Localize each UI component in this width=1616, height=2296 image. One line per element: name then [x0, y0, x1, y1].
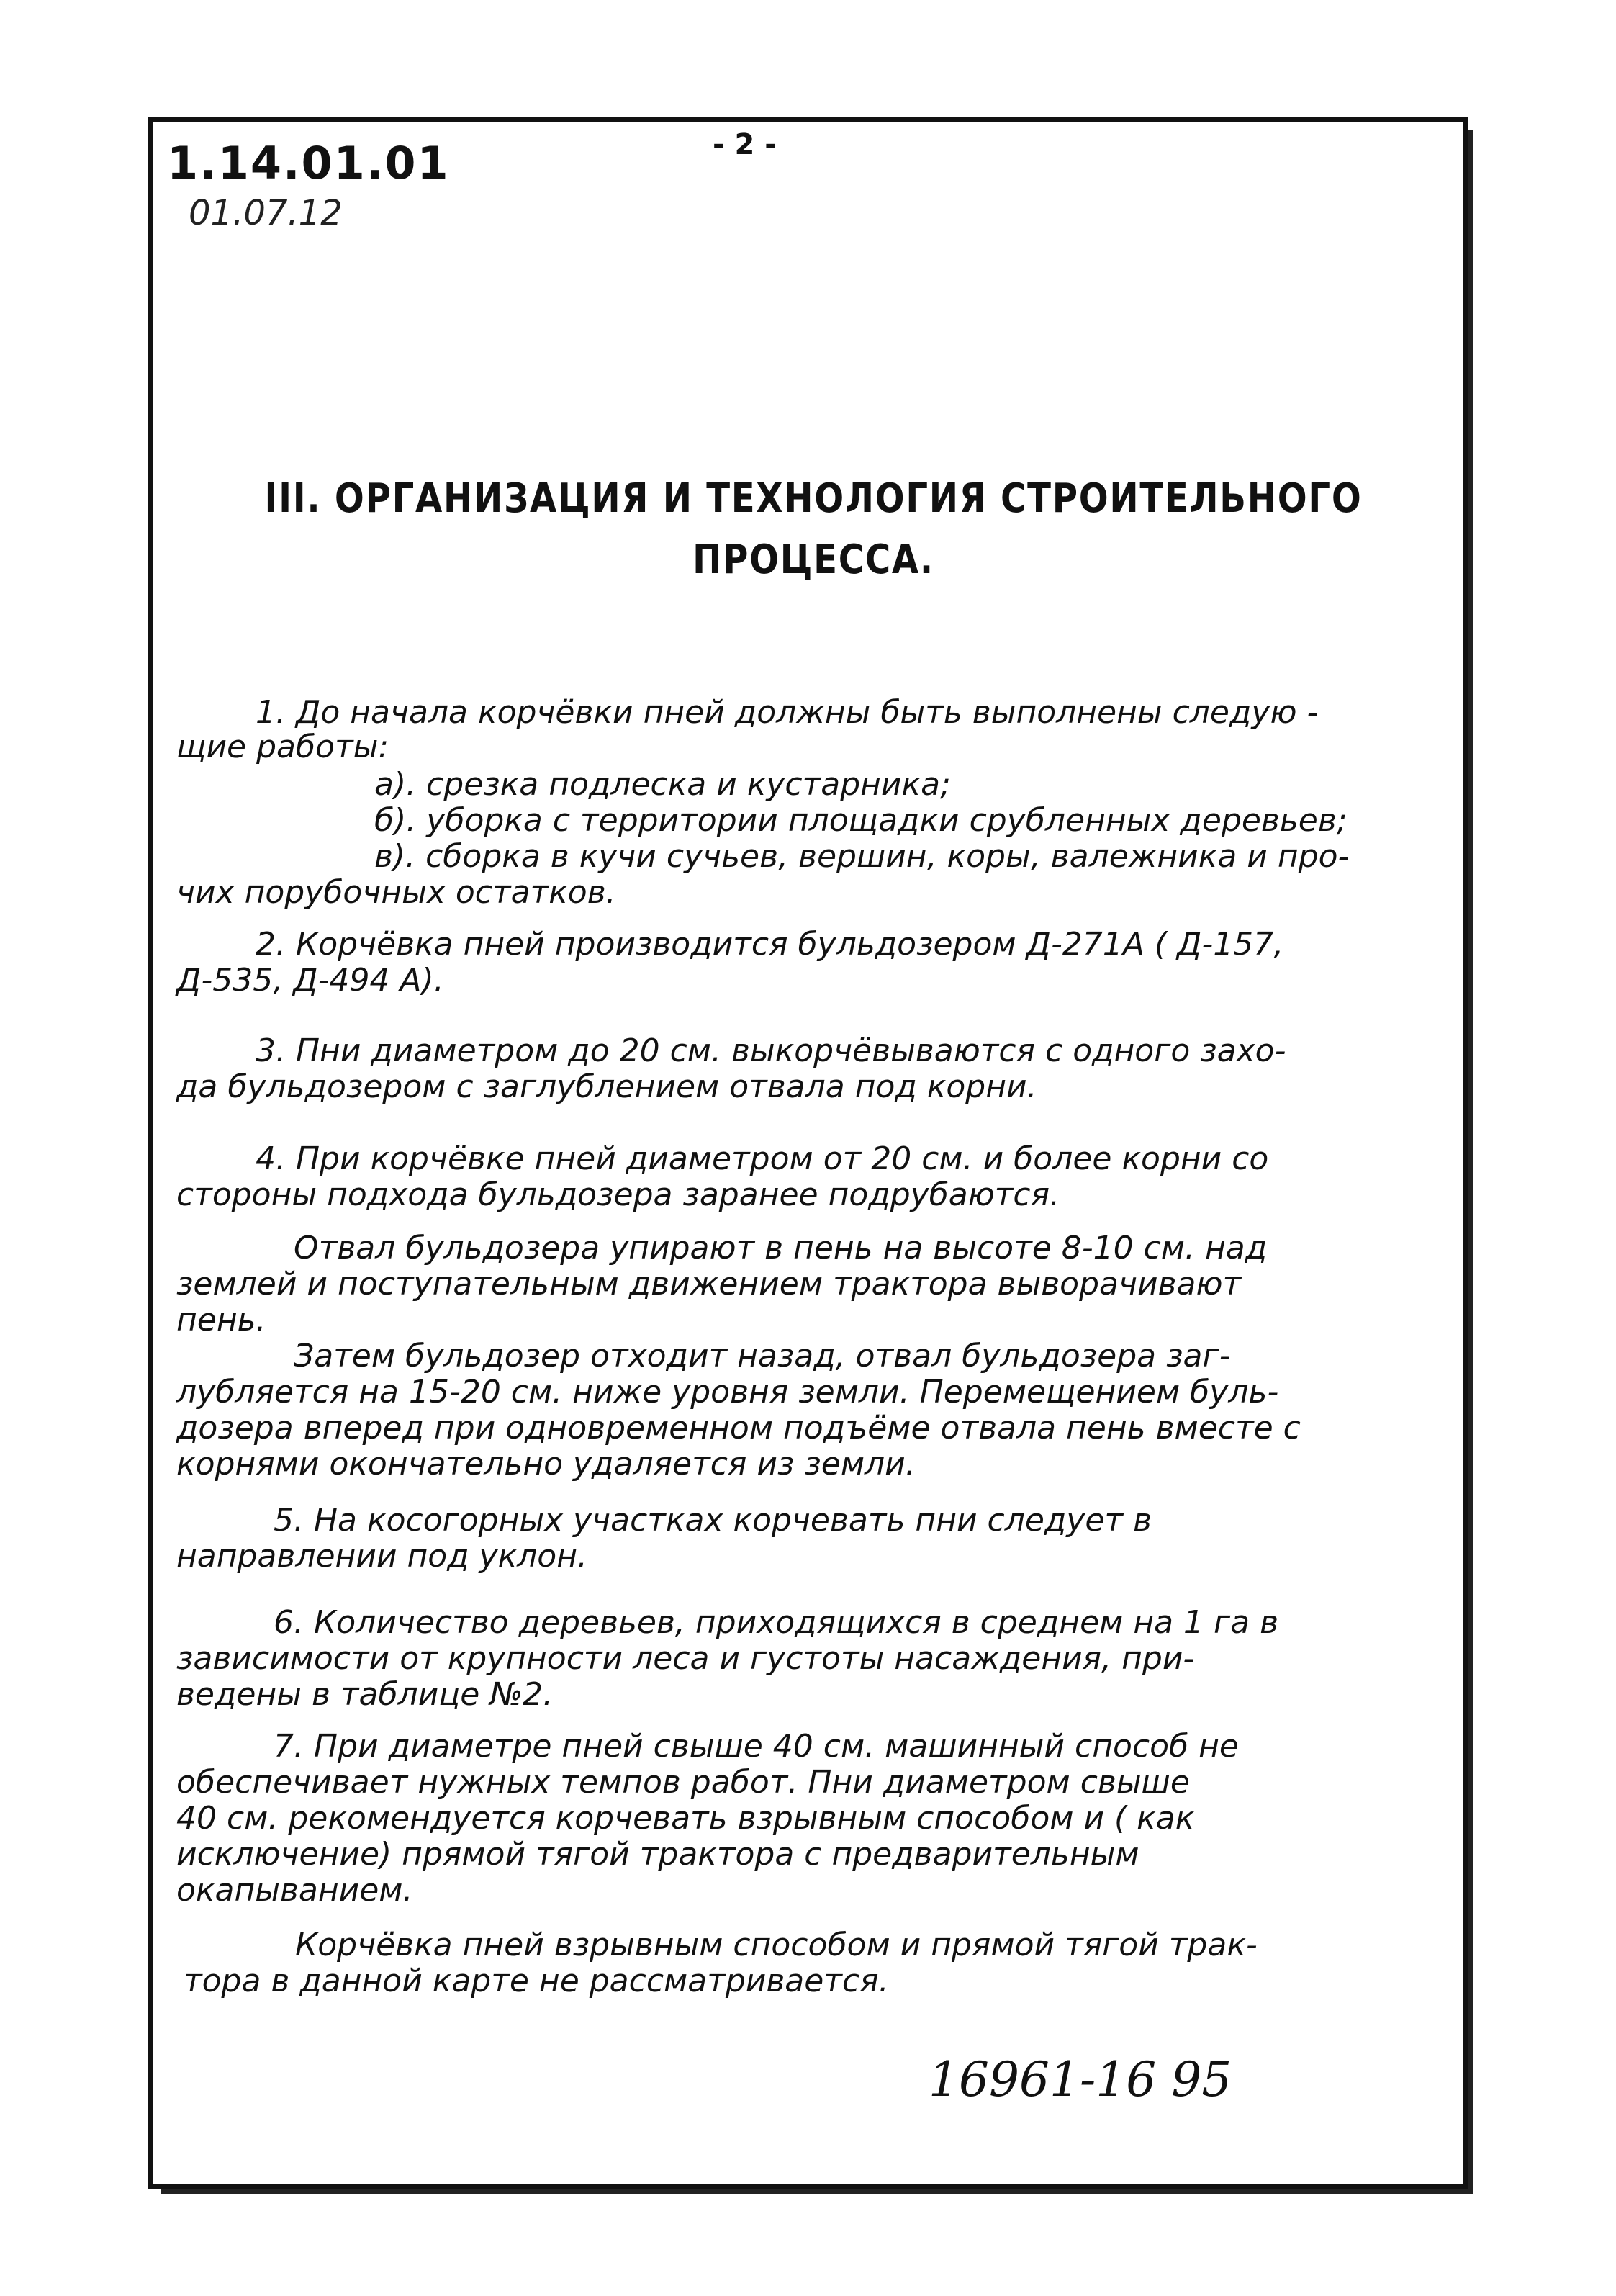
document-code: 1.14.01.01 [167, 137, 450, 189]
body-line: 4. При корчёвке пней диаметром от 20 см. и более корни со [256, 1140, 1269, 1177]
page-frame-shadow-bottom [161, 2189, 1473, 2194]
body-line: землей и поступательным движением трактора выворачивают [176, 1266, 1242, 1302]
body-line: окапыванием. [176, 1872, 413, 1909]
body-line: 3. Пни диаметром до 20 см. выкорчёвываются с одного захо- [256, 1032, 1286, 1069]
body-line: 40 см. рекомендуется корчевать взрывным способом и ( как [176, 1800, 1195, 1837]
document-date: 01.07.12 [189, 193, 343, 233]
body-line: 2. Корчёвка пней производится бульдозером Д-271А ( Д-157, [256, 926, 1284, 963]
body-line: а). срезка подлеска и кустарника; [374, 766, 951, 803]
body-line: 6. Количество деревьев, приходящихся в среднем на 1 га в [274, 1604, 1279, 1641]
body-line: дозера вперед при одновременном подъёме отвала пень вместе с [176, 1410, 1301, 1446]
body-line: щие работы: [176, 729, 389, 765]
body-line: лубляется на 15-20 см. ниже уровня земли. Перемещением буль- [176, 1374, 1279, 1410]
body-line: корнями окончательно удаляется из земли. [176, 1446, 916, 1482]
body-line: направлении под уклон. [176, 1538, 587, 1575]
section-title-continued: ПРОЦЕССА. [692, 536, 934, 583]
body-line: тора в данной карте не рассматривается. [184, 1963, 889, 1999]
body-line: 7. При диаметре пней свыше 40 см. машинный способ не [274, 1728, 1239, 1765]
body-line: исключение) прямой тягой трактора с предварительным [176, 1836, 1139, 1873]
body-line: Корчёвка пней взрывным способом и прямой тягой трак- [295, 1927, 1258, 1963]
page-frame-shadow [1468, 130, 1473, 2194]
body-line: ведены в таблице №2. [176, 1676, 554, 1713]
body-line: 5. На косогорных участках корчевать пни следует в [274, 1502, 1152, 1539]
page-number: - 2 - [713, 128, 777, 161]
body-line: Д-535, Д-494 А). [176, 962, 444, 999]
archive-stamp: 16961-16 95 [929, 2052, 1232, 2107]
body-line: б). уборка с территории площадки срубленных деревьев; [374, 802, 1348, 839]
body-line: зависимости от крупности леса и густоты насаждения, при- [176, 1640, 1195, 1677]
body-line: да бульдозером с заглублением отвала под корни. [176, 1068, 1037, 1105]
body-line: 1. До начала корчёвки пней должны быть выполнены следую - [256, 694, 1319, 731]
body-line: Затем бульдозер отходит назад, отвал бульдозера заг- [294, 1338, 1231, 1374]
body-line: стороны подхода бульдозера заранее подрубаются. [176, 1176, 1060, 1213]
body-line: Отвал бульдозера упирают в пень на высоте 8-10 см. над [294, 1230, 1268, 1266]
body-line: пень. [176, 1302, 266, 1338]
body-line: в). сборка в кучи сучьев, вершин, коры, валежника и про- [374, 838, 1350, 875]
body-line: обеспечивает нужных темпов работ. Пни диаметром свыше [176, 1764, 1190, 1801]
section-title: III. ОРГАНИЗАЦИЯ И ТЕХНОЛОГИЯ СТРОИТЕЛЬНОГО [264, 475, 1363, 522]
body-line: чих порубочных остатков. [176, 874, 616, 911]
